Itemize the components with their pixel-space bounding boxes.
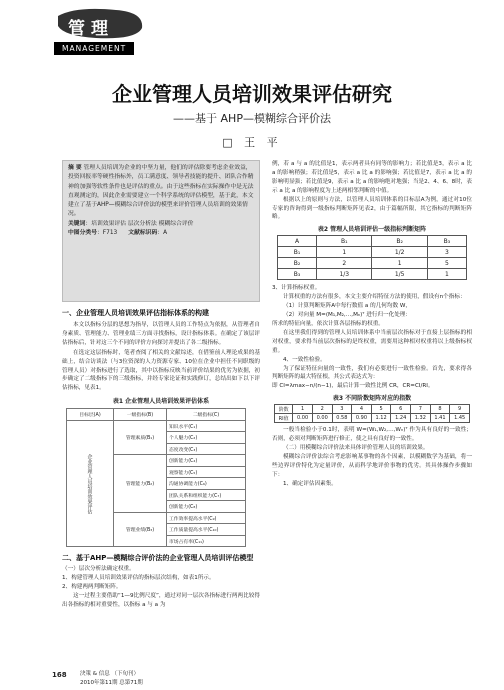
right-paragraph-8: 为了保证特征向量的一致性，我们有必要进行一致性检验。首先，要求得各判断矩阵的最大特征根，其公式表达式为： — [272, 365, 472, 381]
section1-paragraph-2: 在选定这层指标时，笔者查阅了相关的文献综述，在借鉴前人理论成果的基础上，结合访谈法（与3位资深的人力资源专家、10位在企业中担任不同职级的管理人员）对指标进行了选取，其中以指标反映当前评价结果的优劣为依据，初步确定了二级指标下的三级指标，并经专家论证和实践修订，总结出如下以下评估指标，见表1。 — [62, 349, 260, 392]
right-paragraph-10: 一般当检验小于0.1时，表明 W=(W₁,W₂,…,Wₙ)ᵀ 作为具有良好的一致性；否则，必须对判断矩阵进行修正，使之具有良好的一致性。 — [272, 427, 472, 443]
right-column — [272, 160, 472, 489]
step4-heading: 4、一致性检验。 — [283, 356, 326, 363]
subsection-2-heading: （二）用模糊综合评价法来具体评价管理人员的培训效果。 — [283, 445, 429, 452]
article-subtitle: ——基于 AHP—模糊综合评价法 — [173, 112, 331, 125]
table1-item-cell: 团队关系和组织能力(C₇) — [167, 489, 246, 501]
right-paragraph-3: 计算权重的方法有很多，本文主要介绍特征方法的使用，假设有n个指标： — [283, 294, 466, 301]
table2-cell: B₃ — [278, 269, 317, 280]
table2-cell: 1/2 — [372, 247, 427, 258]
table2-cell: 5 — [427, 258, 466, 269]
table1-item-cell: 态度改变(C₃) — [167, 443, 246, 455]
table2-header-cell: B₂ — [372, 236, 427, 247]
table1-item-cell: 观察能力(C₅) — [167, 466, 246, 478]
table2-cell: 2 — [317, 258, 372, 269]
table1-item-cell: 个人魅力(C₂) — [167, 432, 246, 444]
table1-item-cell: 沟通协调能力(C₆) — [167, 478, 246, 490]
table3-cell: 1.41 — [430, 414, 450, 423]
table3 — [274, 404, 470, 423]
abstract-label: 摘 要 — [68, 165, 82, 171]
table3-label-cell: RI值 — [275, 414, 293, 423]
table3-cell: 0.00 — [312, 414, 332, 423]
table2-title: 表2 管理人员培训评估一级指标判断矩阵 — [317, 226, 427, 234]
table1-group-cell: 管理业绩(B₃) — [114, 512, 167, 547]
table1 — [66, 408, 246, 547]
abstract-box — [62, 160, 260, 302]
clc-value: ：F713 — [97, 230, 118, 237]
table3-cell: 3 — [332, 405, 352, 414]
table3-cell: 1.32 — [411, 414, 431, 423]
right-paragraph-1: 例，若 a 与 a 的比值是1，表示两者具有同等的影响力；若比值是3，表示 a 比 a 的影响稍强；若比值是5，表示 a 比 a 的影响强；若比值是7，表示 a 比 a 的影响明显强；若比值是9，表示 a 比 a 的影响绝对地强；当是2、4、6、8时，表示 a 比 a 的影响程度为上述两相邻判断的中值。 — [272, 161, 472, 194]
magazine-name: 決策 & 信息 （下旬刊） — [80, 671, 140, 677]
table3-cell: 1.24 — [391, 414, 411, 423]
right-paragraph-11: 模糊综合评价法综合考虑影响某事物的各个因素，以模糊数学为基础，将一些边界评价特化为定量评价，从而科学地评价事物的优劣。其具体操作步骤如下： — [272, 453, 472, 478]
table1-group-cell: 管理能力(B₂) — [114, 455, 167, 513]
table1-title: 表1 企业管理人员培训效果评估体系 — [112, 398, 210, 406]
table3-order-row — [275, 405, 470, 414]
table3-cell: 0.58 — [332, 414, 352, 423]
table3-cell: 0.00 — [293, 414, 313, 423]
table3-cell: 7 — [411, 405, 431, 414]
table3-cell: 0.90 — [352, 414, 372, 423]
table3-cell: 8 — [430, 405, 450, 414]
table3-cell: 1.45 — [450, 414, 470, 423]
table3-ri-row — [275, 414, 470, 423]
table2-row — [278, 269, 467, 280]
section2-paragraph: 这一过程主要借助“1—9比例尺度”，通过对同一层次各指标进行两两比较得出各指标的相对重要性，以指标 a 与 a 为 — [62, 592, 260, 608]
table3-label-cell: 阶数 — [275, 405, 293, 414]
table3-cell: 5 — [371, 405, 391, 414]
table3-cell: 4 — [352, 405, 372, 414]
right-paragraph-5: （2）对向量 M=(M₁,M₂,…,Mₙ)ᵀ 进行归一化处理： — [283, 312, 411, 319]
section2-item-2: 2、构建两两判断矩阵。 — [62, 584, 122, 591]
table2-row — [278, 247, 467, 258]
table2-cell: 1 — [427, 269, 466, 280]
table3-cell: 1 — [293, 405, 313, 414]
abstract-text: 管理人员培训为企业的中坚力量，他们的评估除要考虑企业效益，投资回报率等硬性指标外，员工满意度、领导者技能的提升、团队合作精神的加强等软性条件也是评估的重点。由于这些指标在实际操作中是无法直观测定的，因此企业需要建立一个科学系统的评估模型，基于此，本文建立了基于AHP—模糊综合评价法的模型来评价管理人员培训的效果情况。 — [68, 165, 254, 218]
table2-header-row — [278, 236, 467, 247]
table2-cell: 3 — [427, 247, 466, 258]
page-number: 168 — [52, 671, 67, 679]
table1-header-cell: 一级指标(B) — [114, 409, 167, 421]
section2-item-1: 1、构建管理人员培训效果评估的指标层次结构，如表1所示。 — [62, 575, 215, 582]
page-header — [0, 0, 504, 64]
table1-item-cell: 市场占有率(C₁₁) — [167, 535, 246, 547]
right-paragraph-7: 在这里我们得到的管理人员培训体系中当前层次指标对于直接上层指标的相对权重，要求得当前层次指标的是终权重，需要用这种相对权重将以上级指标权重。 — [272, 329, 472, 354]
table2-cell: 1/3 — [317, 269, 372, 280]
table2-cell: B₁ — [278, 247, 317, 258]
table1-item-cell: 知识水平(C₁) — [167, 420, 246, 432]
table1-header-cell: 二级指标(C) — [167, 409, 246, 421]
right-paragraph-6: 所求的特征向量，依次计算各层指标的权重。 — [272, 320, 384, 327]
section1-heading: 一、企业管理人员培训效果评估指标体系的构建 — [62, 309, 209, 317]
table2-cell: 1 — [317, 247, 372, 258]
table1-header-row — [67, 409, 246, 421]
table3-cell: 2 — [312, 405, 332, 414]
table2-cell: 1 — [372, 258, 427, 269]
left-column — [62, 308, 260, 610]
table1-item-cell: 工作质量提高水平(C₁₀) — [167, 524, 246, 536]
right-paragraph-4: （1）计算判断矩阵A中每行数值 a 的几何均数 W， — [283, 303, 411, 310]
right-paragraph-9: 即 CI=λmax−n/(n−1)，最后计算一致性比例 CR，CR=CI/RI。 — [272, 383, 434, 390]
doc-code-label: 文献标识码 — [128, 230, 158, 237]
right-paragraph-2: 根据以上的原则与方法，以管理人员培训体系的目标层A为例，通过对10位专家的咨询得到一级指标判断矩阵见表2，由于篇幅所限，其它指标的判断矩阵略。 — [272, 196, 472, 221]
table3-cell: 1.12 — [371, 414, 391, 423]
header-section-en: MANAGEMENT — [54, 42, 134, 55]
table2-cell: 1/5 — [372, 269, 427, 280]
table1-group-cell: 管理素质(B₁) — [114, 420, 167, 455]
table1-target-cell: 企业管理人员培训效果评估 — [67, 420, 114, 547]
table1-item-cell: 创新能力(C₄) — [167, 455, 246, 467]
table2-header-cell: B₃ — [427, 236, 466, 247]
table1-item-cell: 工作效率提高水平(C₉) — [167, 512, 246, 524]
table2-header-cell: A — [278, 236, 317, 247]
section1-paragraph-1: 本文以指标分层的思想为指导，以管理人员的工作特点为依据，从管理者自身素质、管理能力、管理业绩三方面寻找指标，设计指标体系。在确定了该层评估指标后，针对这三个不同的评价方向探讨并提出了各二级指标。 — [62, 322, 260, 346]
table3-title: 表3 不同阶数矩阵对应的指数 — [332, 395, 412, 403]
issue-info: 2010年第11期 总第71期 — [80, 680, 143, 686]
step3-heading: 3、计算指标权重。 — [272, 285, 321, 292]
keywords-label: 关键词 — [68, 220, 86, 227]
section2-sub1: （一）层次分析法确定权重。 — [62, 566, 135, 573]
table3-cell: 6 — [391, 405, 411, 414]
clc-label: 中图分类号 — [68, 230, 97, 237]
table2-row — [278, 258, 467, 269]
table2-header-cell: B₁ — [317, 236, 372, 247]
doc-code-value: ：A — [157, 230, 168, 237]
header-section-cn: 管理 — [68, 19, 114, 39]
table1-header-cell: 目标层(A) — [67, 409, 114, 421]
table2 — [277, 235, 467, 280]
section2-heading: 二、基于AHP—模糊综合评价法的企业管理人员培训评估模型 — [62, 554, 254, 563]
table1-item-cell: 创新能力(C₈) — [167, 501, 246, 513]
article-title: 企业管理人员培训效果评估研究 — [112, 82, 392, 106]
step-last-heading: 1、确定评估因素集。 — [283, 480, 337, 487]
keywords-text: ：培训效果评估 层次分析法 模糊综合评价 — [85, 220, 194, 227]
table2-cell: B₂ — [278, 258, 317, 269]
article-author: □ 王 平 — [222, 136, 282, 149]
table3-cell: 9 — [450, 405, 470, 414]
